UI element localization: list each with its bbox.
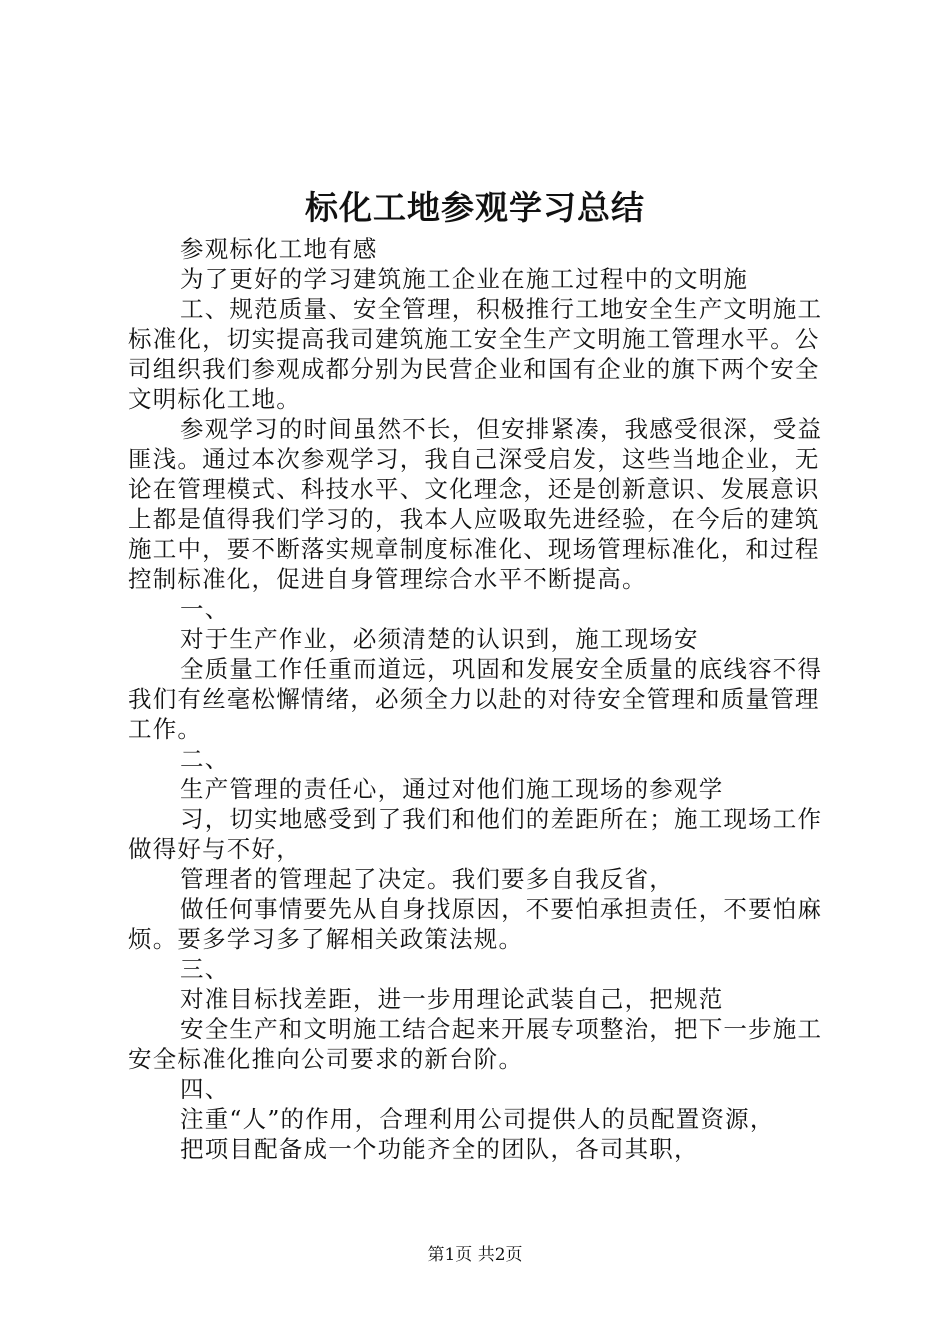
page-title: 标化工地参观学习总结 [305,188,645,227]
paragraph: 把项目配备成一个功能齐全的团队，各司其职， [180,1135,699,1163]
paragraph: 为了更好的学习建筑施工企业在施工过程中的文明施 [180,265,749,293]
paragraph: 做任何事情要先从自身找原因，不要怕承担责任，不要怕麻烦。要多学习多了解相关政策法规。 [128,895,823,953]
paragraph: 安全生产和文明施工结合起来开展专项整治，把下一步施工安全标准化推向公司要求的新台阶。 [128,1015,823,1073]
paragraph-subtitle: 参观标化工地有感 [180,235,378,263]
paragraph: 管理者的管理起了决定。我们要多自我反省， [180,865,674,893]
section-number: 二、 [180,745,230,773]
paragraph: 习，切实地感受到了我们和他们的差距所在；施工现场工作做得好与不好， [128,805,823,863]
section-number: 四、 [180,1075,230,1103]
page-indicator: 第1页 共2页 [427,1245,523,1265]
paragraph: 参观学习的时间虽然不长，但安排紧凑，我感受很深，受益匪浅。通过本次参观学习，我自己深受启发，这些当地企业，无论在管理模式、科技水平、文化理念，还是创新意识、发展意识上都是值得我们学习的，我本人应吸取先进经验，在今后的建筑施工中，要不断落实规章制度标准化、现场管理标准化，和过程控制标准化，促进自身管理综合水平不断提高。 [128,415,823,593]
paragraph: 生产管理的责任心，通过对他们施工现场的参观学 [180,775,724,803]
paragraph: 注重“人”的作用，合理利用公司提供人的员配置资源， [180,1105,775,1133]
document-body [128,234,838,1164]
paragraph: 对于生产作业，必须清楚的认识到，施工现场安 [180,625,699,653]
paragraph: 对准目标找差距，进一步用理论武装自己，把规范 [180,985,724,1013]
paragraph: 全质量工作任重而道远，巩固和发展安全质量的底线容不得我们有丝毫松懈情绪，必须全力以赴的对待安全管理和质量管理工作。 [128,655,823,743]
section-number: 一、 [180,595,230,623]
paragraph: 工、规范质量、安全管理，积极推行工地安全生产文明施工标准化，切实提高我司建筑施工安全生产文明施工管理水平。公司组织我们参观成都分别为民营企业和国有企业的旗下两个安全文明标化工地。 [128,295,823,413]
section-number: 三、 [180,955,230,983]
